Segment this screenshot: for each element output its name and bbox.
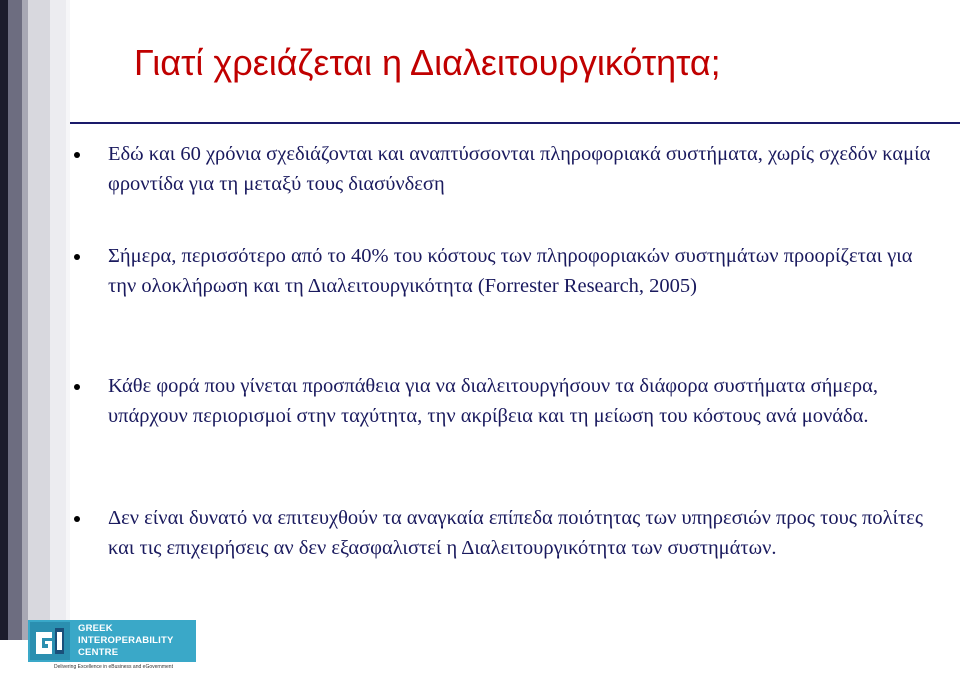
stripe — [66, 0, 70, 640]
bullet-dot-icon — [74, 254, 80, 260]
slide-title: Γιατί χρειάζεται η Διαλειτουργικότητα; — [134, 42, 721, 83]
logo-tagline: Delivering Excellence in eBusiness and eGovernment — [54, 664, 173, 670]
stripe — [28, 0, 50, 640]
bullet-text: Κάθε φορά που γίνεται προσπάθεια για να διαλειτουργήσουν τα διάφορα συστήματα σήμερα, υπάρχουν περιορισμοί στην ταχύτητα, την ακρίβεια και τη μείωση του κόστους ανά μονάδα. — [108, 375, 878, 427]
greek-interoperability-centre-logo — [28, 620, 196, 670]
stripe — [8, 0, 22, 640]
logo-line: INTEROPERABILITY — [78, 635, 174, 646]
logo-line: GREEK — [78, 623, 113, 634]
bullet-text: Εδώ και 60 χρόνια σχεδιάζονται και αναπτύσσονται πληροφοριακά συστήματα, χωρίς σχεδόν καμία φροντίδα για τη μεταξύ τους διασύνδεση — [108, 143, 931, 195]
stripe — [0, 0, 8, 640]
logo-line: CENTRE — [78, 647, 119, 658]
stripe — [50, 0, 66, 640]
bullet-text: Σήμερα, περισσότερο από το 40% του κόστους των πληροφοριακών συστημάτων προορίζεται για την ολοκλήρωση και τη Διαλειτουργικότητα (Forrester Research, 2005) — [108, 245, 913, 297]
logo-text — [78, 623, 174, 659]
logo-box — [28, 620, 196, 662]
bullet-text: Δεν είναι δυνατό να επιτευχθούν τα αναγκαία επίπεδα ποιότητας των υπηρεσιών προς τους πολίτες και τις επιχειρήσεις αν δεν εξασφαλιστεί η Διαλειτουργικότητα των συστημάτων. — [108, 507, 924, 559]
title-divider — [70, 122, 960, 124]
bullet-dot-icon — [74, 384, 80, 390]
bullet-dot-icon — [74, 152, 80, 158]
decorative-stripes — [0, 0, 70, 640]
logo-mark-icon — [30, 622, 70, 660]
bullet-dot-icon — [74, 516, 80, 522]
